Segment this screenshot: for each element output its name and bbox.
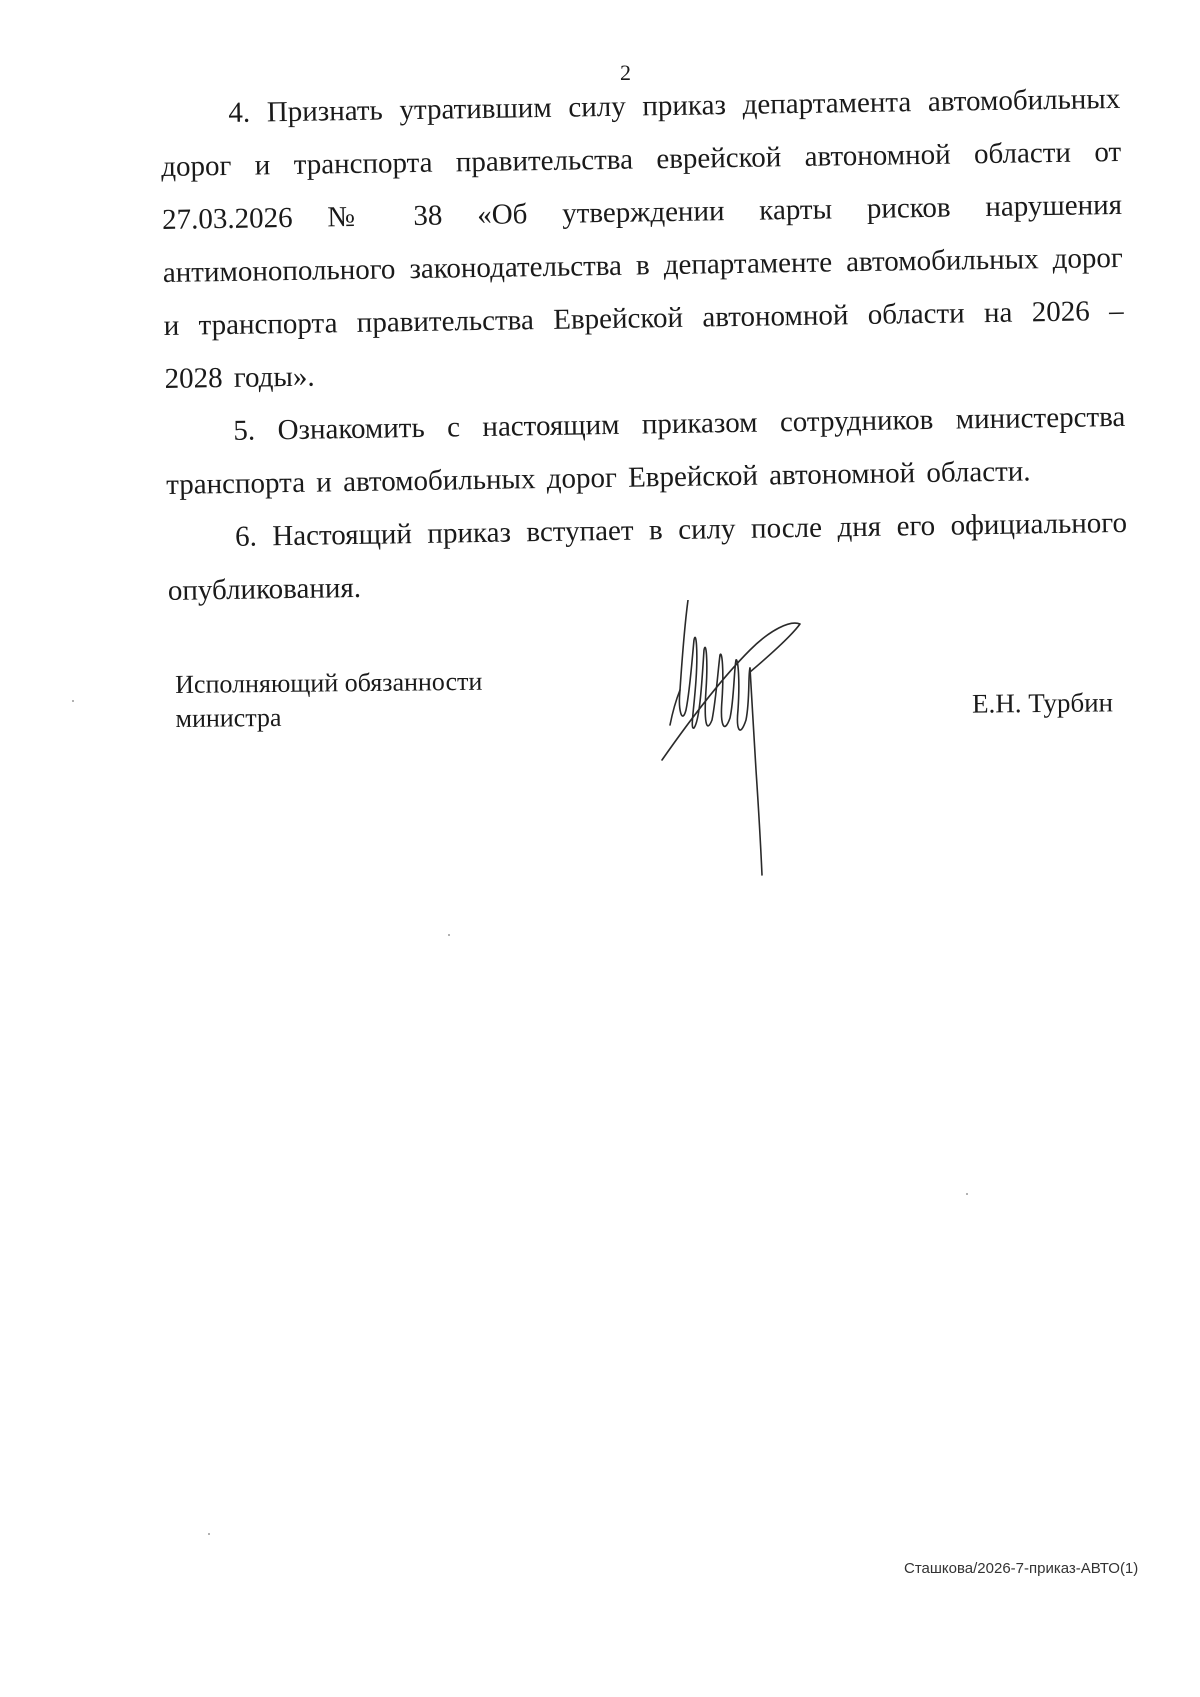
signer-position-line-1: Исполняющий обязанности — [175, 666, 483, 699]
signer-name: Е.Н. Турбин — [971, 687, 1114, 719]
order-body — [160, 73, 1128, 618]
scan-speck — [72, 700, 74, 702]
paragraph-item-6: 6. Настоящий приказ вступает в силу после дня его официального опубликования. — [167, 506, 1128, 607]
scan-speck — [208, 1533, 210, 1535]
paragraph-item-4: 4. Признать утратившим силу приказ департамента автомобильных дорог и транспорта правительства еврейской автономной области от 27.03.2026 № 38 «Об утверждении карты рисков нарушения антимонопольного законодательства в департаменте автомобильных дорог и транспорта правительства Еврейской автономной области на 2026 – 2028 годы». — [160, 82, 1124, 395]
scan-speck — [448, 934, 450, 936]
signer-position-line-2: министра — [175, 702, 282, 733]
handwritten-signature — [660, 600, 840, 880]
paragraph-item-5: 5. Ознакомить с настоящим приказом сотрудников министерства транспорта и автомобильных дорог Еврейской автономной области. — [165, 400, 1126, 501]
document-reference: Сташкова/2026-7-приказ-АВТО(1) — [904, 1560, 1139, 1577]
page-number: 2 — [620, 60, 631, 85]
signer-position — [175, 665, 483, 736]
scan-speck — [966, 1193, 968, 1195]
